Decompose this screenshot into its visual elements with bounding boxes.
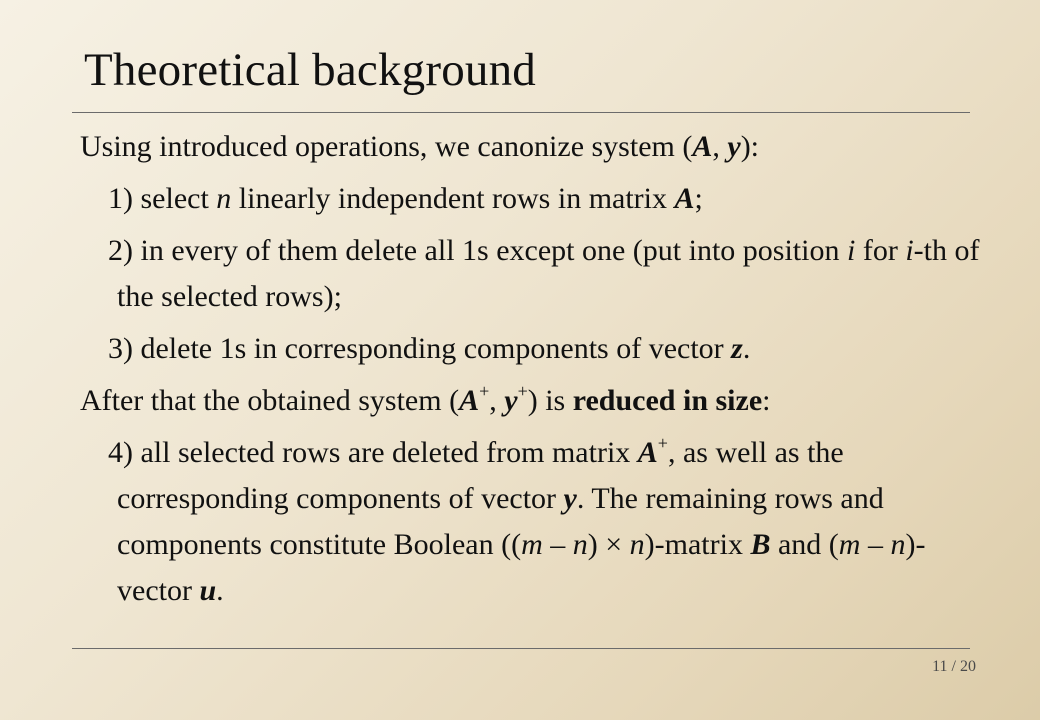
- step1-end: ;: [694, 182, 703, 215]
- step4-B: B: [750, 528, 771, 561]
- step4-m2: m: [838, 528, 861, 561]
- after-A: A: [459, 384, 480, 417]
- after-end: :: [762, 384, 771, 417]
- step-2: [80, 228, 980, 320]
- step4-text-6: )-vector: [117, 528, 926, 607]
- step4-text-4: )-matrix: [644, 528, 751, 561]
- step2-i2: i: [905, 234, 914, 267]
- step1-n: n: [216, 182, 232, 215]
- footer-divider: [72, 648, 970, 649]
- slide-body: [80, 124, 980, 614]
- step4-minus-2: –: [860, 528, 891, 561]
- intro-A: A: [692, 130, 713, 163]
- intro-end: ):: [740, 130, 760, 163]
- after-paragraph: [80, 378, 980, 424]
- step3-text: 3) delete 1s in corresponding components of vector: [108, 332, 732, 365]
- step1-text-2: linearly independent rows in matrix: [231, 182, 675, 215]
- step4-A: A: [637, 436, 658, 469]
- step4-u: u: [199, 574, 217, 607]
- step3-end: .: [742, 332, 751, 365]
- step-3: [80, 326, 980, 372]
- step4-text-3: . The remaining rows and components constitute Boolean ((: [117, 482, 884, 561]
- intro-paragraph: [80, 124, 980, 170]
- after-bold: reduced in size: [572, 384, 763, 417]
- step4-text: 4) all selected rows are deleted from matrix: [108, 436, 638, 469]
- intro-y: y: [727, 130, 741, 163]
- step1-A: A: [674, 182, 695, 215]
- after-text-2: ) is: [527, 384, 573, 417]
- after-y: y: [504, 384, 518, 417]
- after-y-sup: +: [517, 381, 528, 401]
- page-number: 11 / 20: [932, 658, 976, 675]
- step2-end: -th of the selected rows);: [117, 234, 980, 313]
- step-1: [80, 176, 980, 222]
- after-A-sup: +: [479, 381, 490, 401]
- step4-n2: n: [629, 528, 645, 561]
- title-divider: [72, 112, 970, 113]
- intro-sep: ,: [712, 130, 728, 163]
- step4-n1: n: [572, 528, 588, 561]
- intro-text: Using introduced operations, we canonize system (: [80, 130, 693, 163]
- step4-text-2: , as well as the corresponding components of vector: [117, 436, 844, 515]
- slide-title: Theoretical background: [84, 44, 537, 96]
- step4-n3: n: [890, 528, 906, 561]
- step2-text: 2) in every of them delete all 1s except one (put into position: [108, 234, 847, 267]
- step4-y: y: [563, 482, 577, 515]
- step4-minus-1: –: [542, 528, 573, 561]
- step3-z: z: [731, 332, 743, 365]
- step4-m1: m: [521, 528, 543, 561]
- step1-text: 1) select: [108, 182, 217, 215]
- after-text: After that the obtained system (: [80, 384, 460, 417]
- step2-text-2: for: [855, 234, 906, 267]
- step4-A-sup: +: [657, 433, 668, 453]
- step4-times: ) ×: [587, 528, 630, 561]
- step4-text-5: and (: [770, 528, 839, 561]
- after-sep: ,: [489, 384, 505, 417]
- step4-end: .: [216, 574, 224, 607]
- step-4: [80, 430, 980, 614]
- step2-i1: i: [846, 234, 856, 267]
